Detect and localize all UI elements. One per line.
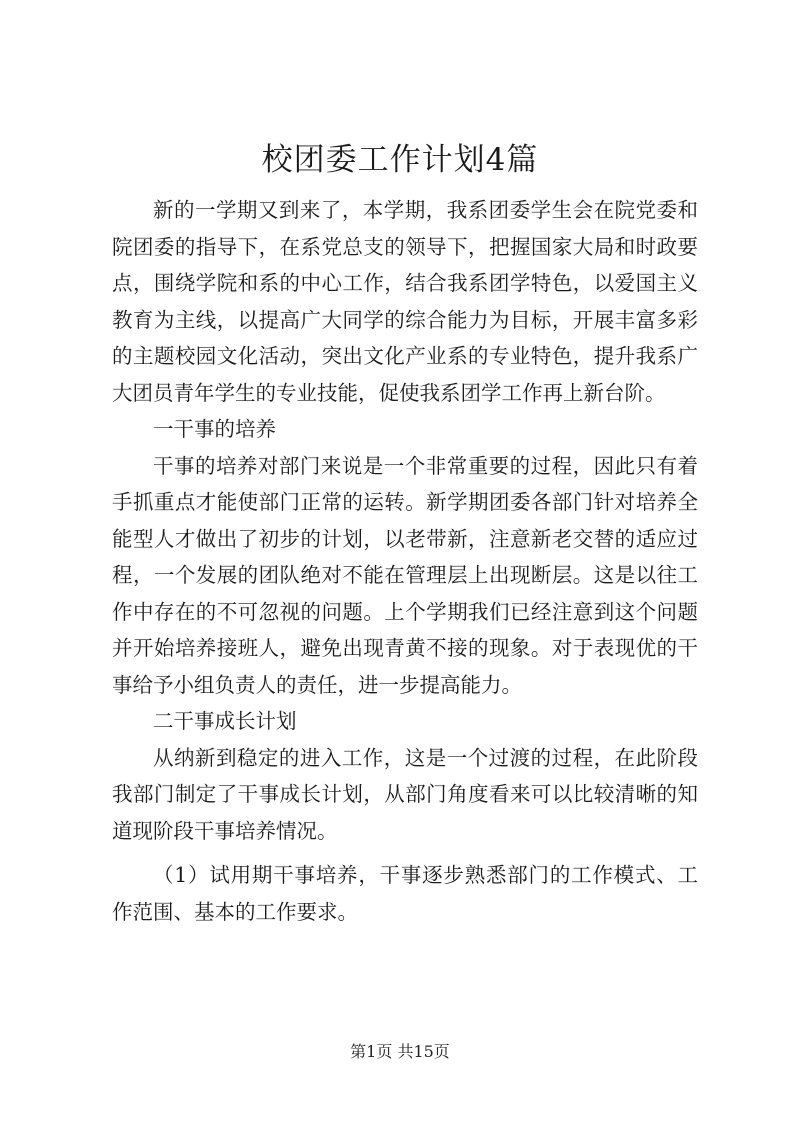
page-number-footer: 第1页 共15页: [350, 1042, 450, 1061]
paragraph-section-1: 干事的培养对部门来说是一个非常重要的过程，因此只有着手抓重点才能使部门正常的运转。新学期团委各部门针对培养全能型人才做出了初步的计划，以老带新，注意新老交替的适应过程，一个发展的团队绝对不能在管理层上出现断层。这是以往工作中存在的不可忽视的问题。上个学期我们已经注意到这个问题并开始培养接班人，避免出现青黄不接的现象。对于表现优的干事给予小组负责人的责任，进一步提高能力。: [112, 453, 698, 697]
section-heading-1: 一干事的培养: [153, 417, 276, 441]
list-item-1: （1）试用期干事培养，干事逐步熟悉部门的工作模式、工作范围、基本的工作要求。: [112, 863, 698, 924]
document-title: 校团委工作计划4篇: [261, 142, 539, 178]
paragraph-section-2: 从纳新到稳定的进入工作，这是一个过渡的过程，在此阶段我部门制定了干事成长计划，从部门角度看来可以比较清晰的知道现阶段干事培养情况。: [112, 745, 698, 843]
document-body: [112, 192, 698, 930]
paragraph-intro: 新的一学期又到来了，本学期，我系团委学生会在院党委和院团委的指导下，在系党总支的领导下，把握国家大局和时政要点，围绕学院和系的中心工作，结合我系团学特色，以爱国主义教育为主线，以提高广大同学的综合能力为目标，开展丰富多彩的主题校园文化活动，突出文化产业系的专业特色，提升我系广大团员青年学生的专业技能，促使我系团学工作再上新台阶。: [112, 198, 698, 405]
section-heading-2: 二干事成长计划: [153, 709, 297, 733]
